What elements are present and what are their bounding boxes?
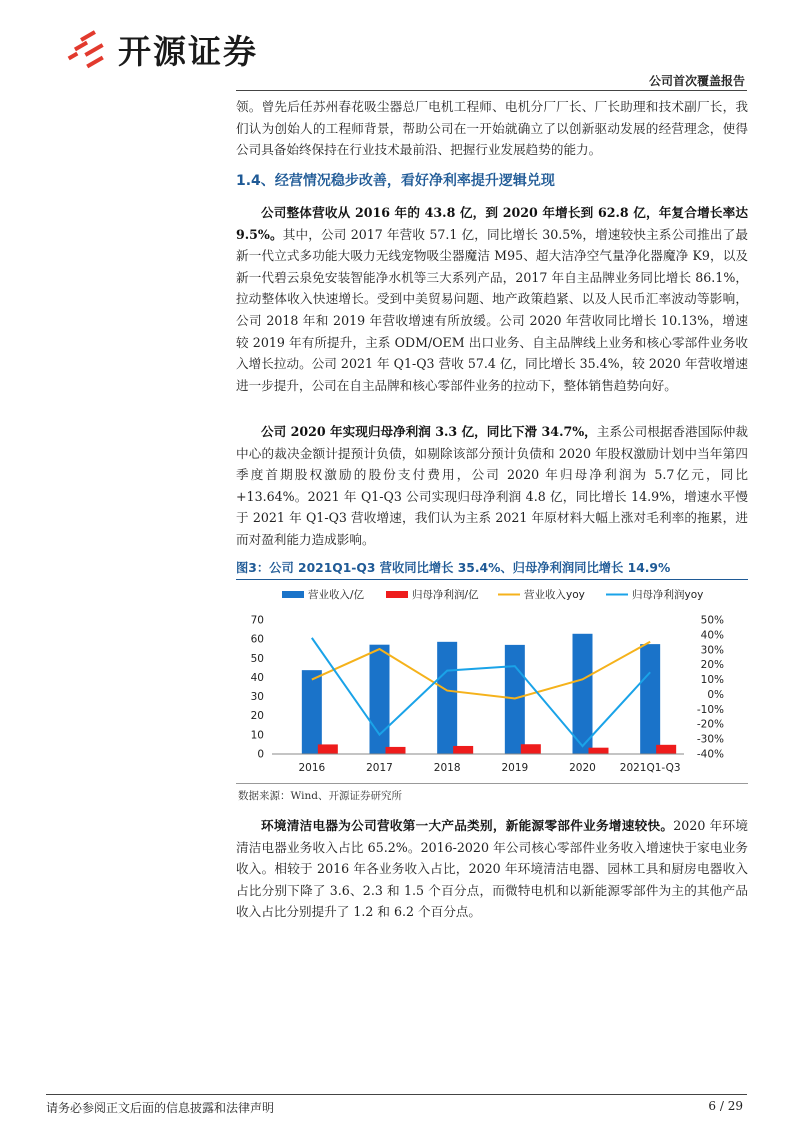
bar-series (302, 634, 676, 754)
left-tick-label: 40 (250, 671, 264, 684)
line-revenue-yoy (312, 642, 650, 699)
legend-label: 营业收入yoy (524, 589, 585, 601)
revenue-paragraph (236, 202, 748, 396)
revenue-lead: 公司整体营收从 2016 年的 43.8 亿，到 2020 年增长到 62.8 亿，年复合增长率达 9.5%。 (236, 205, 748, 242)
bar-net-profit (386, 747, 406, 754)
right-tick-label: 20% (700, 659, 724, 672)
left-tick-label: 60 (250, 633, 264, 646)
left-tick-label: 10 (250, 729, 264, 742)
bar-revenue (640, 644, 660, 754)
legend-swatch (282, 591, 304, 598)
section-heading (236, 170, 748, 190)
bar-revenue (573, 634, 593, 754)
page-number: 6 / 29 (708, 1099, 743, 1113)
right-axis (697, 615, 724, 761)
bar-revenue (302, 670, 322, 754)
figure-title (236, 558, 748, 580)
bar-net-profit (453, 746, 473, 754)
bar-net-profit (589, 748, 609, 754)
logo-text: 开源证券 (118, 32, 258, 71)
right-tick-label: -20% (696, 718, 724, 731)
intro-paragraph: 领。曾先后任苏州春花吸尘器总厂电机工程师、电机分厂厂长、厂长助理和技术副厂长，我们认为创始人的工程师背景，帮助公司在一开始就确立了以创新驱动发展的经营理念，使得公司具备始终保持在行业技术最前沿、把握行业发展趋势的能力。 (236, 99, 748, 158)
x-tick-label: 2017 (366, 762, 393, 774)
section-title: 经营情况稳步改善，看好净利率提升逻辑兑现 (274, 173, 555, 189)
left-tick-label: 70 (250, 614, 264, 627)
revenue-profit-chart (236, 582, 748, 782)
header-divider (236, 90, 747, 91)
segment-paragraph (236, 815, 748, 923)
bar-net-profit (521, 744, 541, 754)
x-tick-label: 2018 (433, 762, 461, 774)
figure-label: 图3： (236, 561, 270, 575)
bar-net-profit (318, 744, 338, 754)
section-number: 1.4、 (236, 173, 275, 189)
right-tick-label: 10% (700, 674, 724, 687)
right-tick-label: -10% (696, 703, 724, 716)
x-tick-label: 2016 (298, 762, 326, 774)
legend-label: 归母净利润/亿 (412, 589, 479, 601)
figure-caption: 公司 2021Q1-Q3 营收同比增长 35.4%、归母净利润同比增长 14.9% (269, 561, 671, 575)
right-tick-label: -30% (696, 733, 724, 746)
right-tick-label: 30% (700, 644, 724, 657)
right-tick-label: 50% (700, 614, 724, 627)
profit-block (236, 421, 748, 551)
line-series (312, 638, 650, 746)
left-tick-label: 0 (257, 748, 264, 761)
revenue-block (236, 202, 748, 396)
legend-swatch (386, 591, 408, 598)
x-axis (272, 754, 684, 774)
bar-revenue (370, 645, 390, 754)
left-tick-label: 20 (250, 710, 264, 723)
figure-source: 数据来源：Wind、开源证券研究所 (238, 790, 402, 802)
legend-label: 归母净利润yoy (632, 589, 704, 601)
profit-lead: 公司 2020 年实现归母净利润 3.3 亿，同比下滑 34.7%， (261, 424, 597, 439)
report-type: 公司首次覆盖报告 (648, 74, 745, 88)
bar-net-profit (656, 745, 676, 754)
left-tick-label: 50 (250, 652, 264, 665)
x-tick-label: 2020 (569, 762, 596, 774)
company-logo (66, 26, 258, 73)
logo-mark-icon (66, 28, 110, 72)
profit-body: 主系公司根据香港国际仲裁中心的裁决金额计提预计负债，如剔除该部分预计负债和 2020 年股权激励计划中当年第四季度首期股权激励的股份支付费用，公司 2020 年归母净利润为 5.7亿元，同比+13.64%。2021 年 Q1-Q3 公司实现归母净利润 4.8 亿，同比增长 14.9%，增速水平慢于 2021 年 Q1-Q3 营收增速，我们认为主系 2021 年原材料大幅上涨对毛利率的拖累，进而对盈利能力造成影响。 (236, 424, 749, 547)
bar-revenue (437, 642, 457, 754)
left-tick-label: 30 (250, 691, 264, 704)
footer-disclaimer: 请务必参阅正文后面的信息披露和法律声明 (46, 1101, 275, 1115)
segment-block (236, 815, 748, 923)
revenue-body: 其中，公司 2017 年营收 57.1 亿，同比增长 30.5%，增速较快主系公司推出了最新一代立式多功能大吸力无线宠物吸尘器魔洁 M95、超大洁净空气量净化器魔净 K9，以及新一代碧云泉免安装智能净水机等三大系列产品，2017 年自主品牌业务同比增长 86.1%，拉动整体收入快速增长。受到中美贸易问题、地产政策趋紧、以及人民币汇率波动等影响，公司 2018 年和 2019 年营收增速有所放缓。公司 2020 年营收同比增长 10.13%，增速较 2019 年有所提升，主系 ODM/OEM 出口业务、自主品牌线上业务和核心零部件业务收入增长拉动。公司 2021 年 Q1-Q3 营收 57.4 亿，同比增长 35.4%，较 2020 年营收增速进一步提升，公司在自主品牌和核心零部件业务的拉动下，整体销售趋势向好。 (236, 226, 748, 393)
left-axis (251, 615, 264, 761)
segment-body: 2020 年环境清洁电器业务收入占比 65.2%。2016-2020 年公司核心零部件业务收入增速快于家电业务收入。相较于 2016 年各业务收入占比，2020 年环境清洁电器、园林工具和厨房电器收入占比分别下降了 3.6、2.3 和 1.5 个百分点，而微特电机和以新能源零部件为主的其他产品收入占比分别提升了 1.2 和 6.2 个百分点。 (236, 818, 749, 920)
x-tick-label: 2021Q1-Q3 (619, 762, 681, 774)
chart-legend (282, 588, 703, 601)
footer-divider (46, 1094, 747, 1095)
x-tick-label: 2019 (501, 762, 529, 774)
right-tick-label: -40% (696, 748, 724, 761)
intro-block (236, 96, 748, 161)
right-tick-label: 40% (700, 629, 724, 642)
profit-paragraph (236, 421, 748, 551)
line-net-profit-yoy (312, 638, 650, 746)
chart-divider (236, 783, 748, 784)
right-tick-label: 0% (707, 688, 724, 701)
legend-label: 营业收入/亿 (308, 589, 365, 601)
segment-lead: 环境清洁电器为公司营收第一大产品类别，新能源零部件业务增速较快。 (261, 818, 674, 833)
